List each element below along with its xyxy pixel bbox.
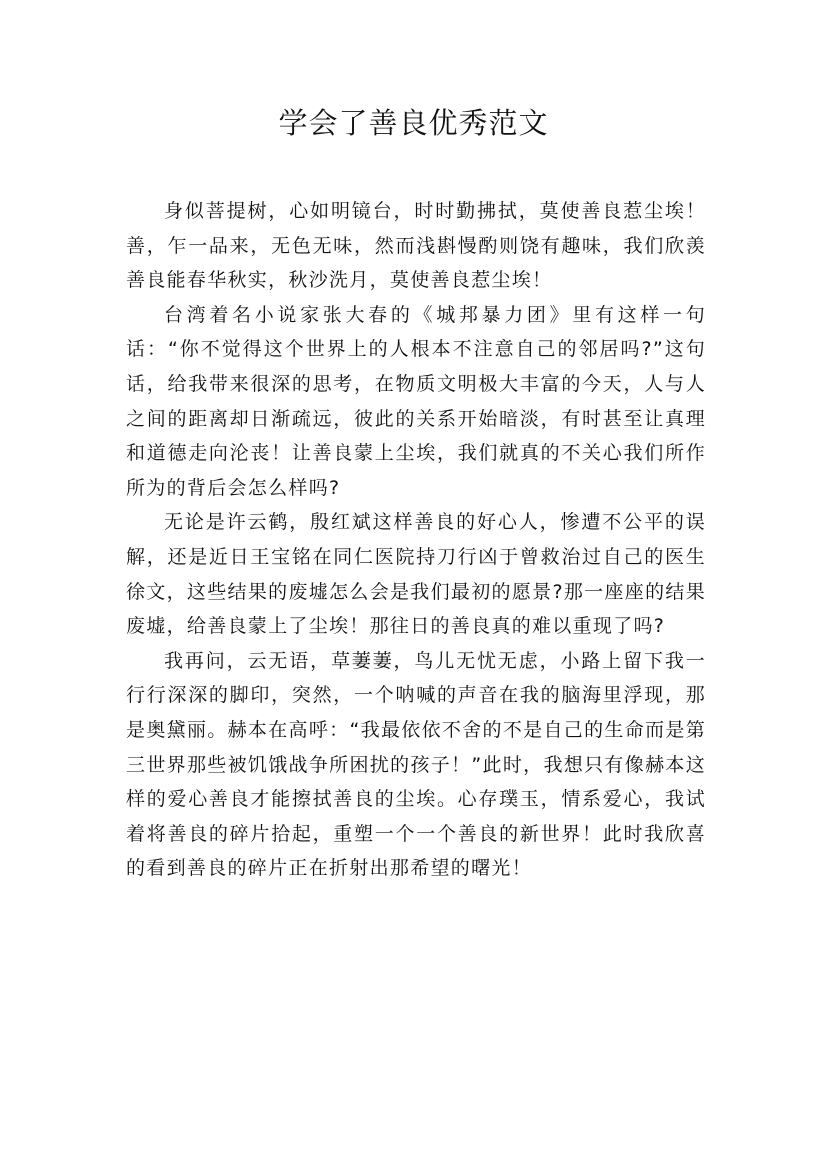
paragraph-4: 我再问，云无语，草萋萋，鸟儿无忧无虑，小路上留下我一行行深深的脚印，突然，一个呐喊的声音在我的脑海里浮现，那是奥黛丽。赫本在高呼：“我最依依不舍的不是自己的生命而是第三世界那些被饥饿战争所困扰的孩子！”此时，我想只有像赫本这样的爱心善良才能擦拭善良的尘埃。心存璞玉，情系爱心，我试着将善良的碎片拾起，重塑一个一个善良的新世界！此时我欣喜的看到善良的碎片正在折射出那希望的曙光！ [126,649,706,880]
document-body [126,194,706,886]
paragraph-1: 身似菩提树，心如明镜台，时时勤拂拭，莫使善良惹尘埃！善，乍一品来，无色无味，然而浅斟慢酌则饶有趣味，我们欣羡善良能春华秋实，秋沙洗月，莫使善良惹尘埃！ [126,200,706,292]
paragraph-3: 无论是许云鹤，殷红斌这样善良的好心人，惨遭不公平的误解，还是近日王宝铭在同仁医院持刀行凶于曾救治过自己的医生徐文，这些结果的废墟怎么会是我们最初的愿景?那一座座的结果废墟，给善良蒙上了尘埃！那往日的善良真的难以重现了吗? [126,511,706,638]
document-title: 学会了善良优秀范文 [278,106,549,140]
paragraph-2: 台湾着名小说家张大春的《城邦暴力团》里有这样一句话：“你不觉得这个世界上的人根本不注意自己的邻居吗?”这句话，给我带来很深的思考，在物质文明极大丰富的今天，人与人之间的距离却日渐疏远，彼此的关系开始暗淡，有时甚至让真理和道德走向沦丧！让善良蒙上尘埃，我们就真的不关心我们所作所为的背后会怎么样吗? [126,303,706,499]
